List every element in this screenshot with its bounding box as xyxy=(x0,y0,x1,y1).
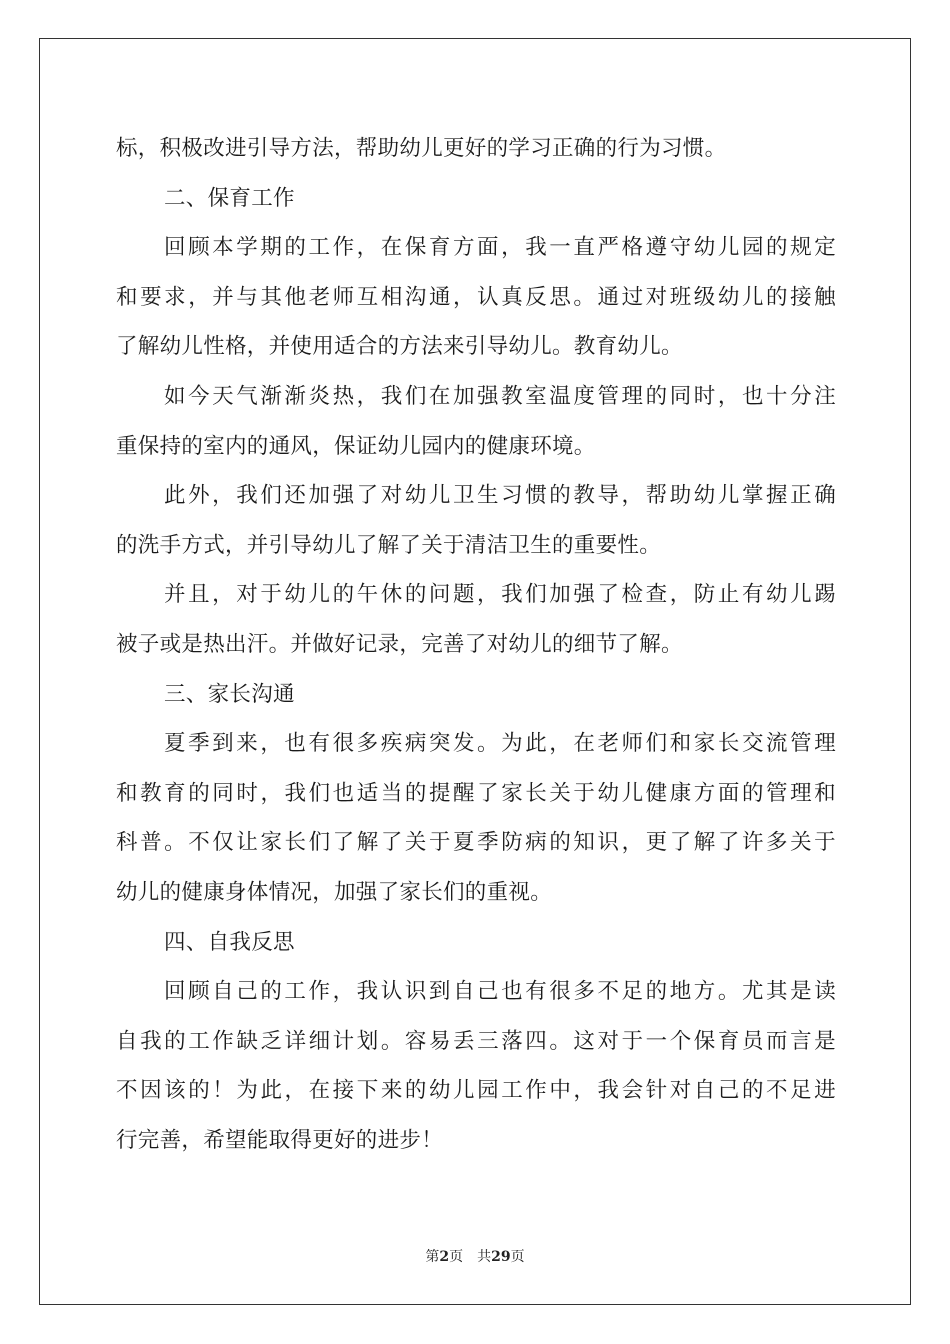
paragraph-line: 标，积极改进引导方法，帮助幼儿更好的学习正确的行为习惯。 xyxy=(116,136,727,161)
section-heading-self-reflection: 四、自我反思 xyxy=(164,929,295,955)
paragraph-line: 不因该的！为此，在接下来的幼儿园工作中，我会针对自己的不足进 xyxy=(116,1078,836,1104)
paragraph-line: 夏季到来，也有很多疾病突发。为此，在老师们和家长交流管理 xyxy=(164,731,836,757)
total-prefix: 共 xyxy=(477,1249,492,1265)
document-body xyxy=(116,124,836,1165)
paragraph-line: 并且，对于幼儿的午休的问题，我们加强了检查，防止有幼儿踢 xyxy=(164,582,836,608)
paragraph-line: 幼儿的健康身体情况，加强了家长们的重视。 xyxy=(116,879,553,905)
paragraph-line: 回顾本学期的工作，在保育方面，我一直严格遵守幼儿园的规定 xyxy=(164,235,836,261)
paragraph-line: 回顾自己的工作，我认识到自己也有很多不足的地方。尤其是读 xyxy=(164,979,836,1005)
section-heading-childcare: 二、保育工作 xyxy=(164,185,295,211)
paragraph-line: 和要求，并与其他老师互相沟通，认真反思。通过对班级幼儿的接触 xyxy=(116,284,836,310)
page-suffix: 页 xyxy=(449,1249,464,1265)
paragraph-line: 如今天气渐渐炎热，我们在加强教室温度管理的同时，也十分注 xyxy=(164,383,836,409)
paragraph-line: 被子或是热出汗。并做好记录，完善了对幼儿的细节了解。 xyxy=(116,631,683,657)
paragraph-line: 的洗手方式，并引导幼儿了解了关于清洁卫生的重要性。 xyxy=(116,532,662,558)
paragraph-line: 和教育的同时，我们也适当的提醒了家长关于幼儿健康方面的管理和 xyxy=(116,780,836,806)
section-heading-parent-communication: 三、家长沟通 xyxy=(164,681,295,707)
page-number: 2 xyxy=(439,1249,450,1265)
total-pages: 29 xyxy=(491,1249,511,1265)
paragraph-line: 了解幼儿性格，并使用适合的方法来引导幼儿。教育幼儿。 xyxy=(116,334,683,360)
paragraph-line: 自我的工作缺乏详细计划。容易丢三落四。这对于一个保育员而言是 xyxy=(116,1028,836,1054)
paragraph-line: 此外，我们还加强了对幼儿卫生习惯的教导，帮助幼儿掌握正确 xyxy=(164,483,836,509)
paragraph-line: 重保持的室内的通风，保证幼儿园内的健康环境。 xyxy=(116,433,596,459)
page-footer xyxy=(0,1246,950,1266)
paragraph-line: 行完善，希望能取得更好的进步！ xyxy=(116,1127,444,1153)
paragraph-line: 科普。不仅让家长们了解了关于夏季防病的知识，更了解了许多关于 xyxy=(116,830,836,856)
total-suffix: 页 xyxy=(510,1249,525,1265)
page-prefix: 第 xyxy=(425,1249,440,1265)
